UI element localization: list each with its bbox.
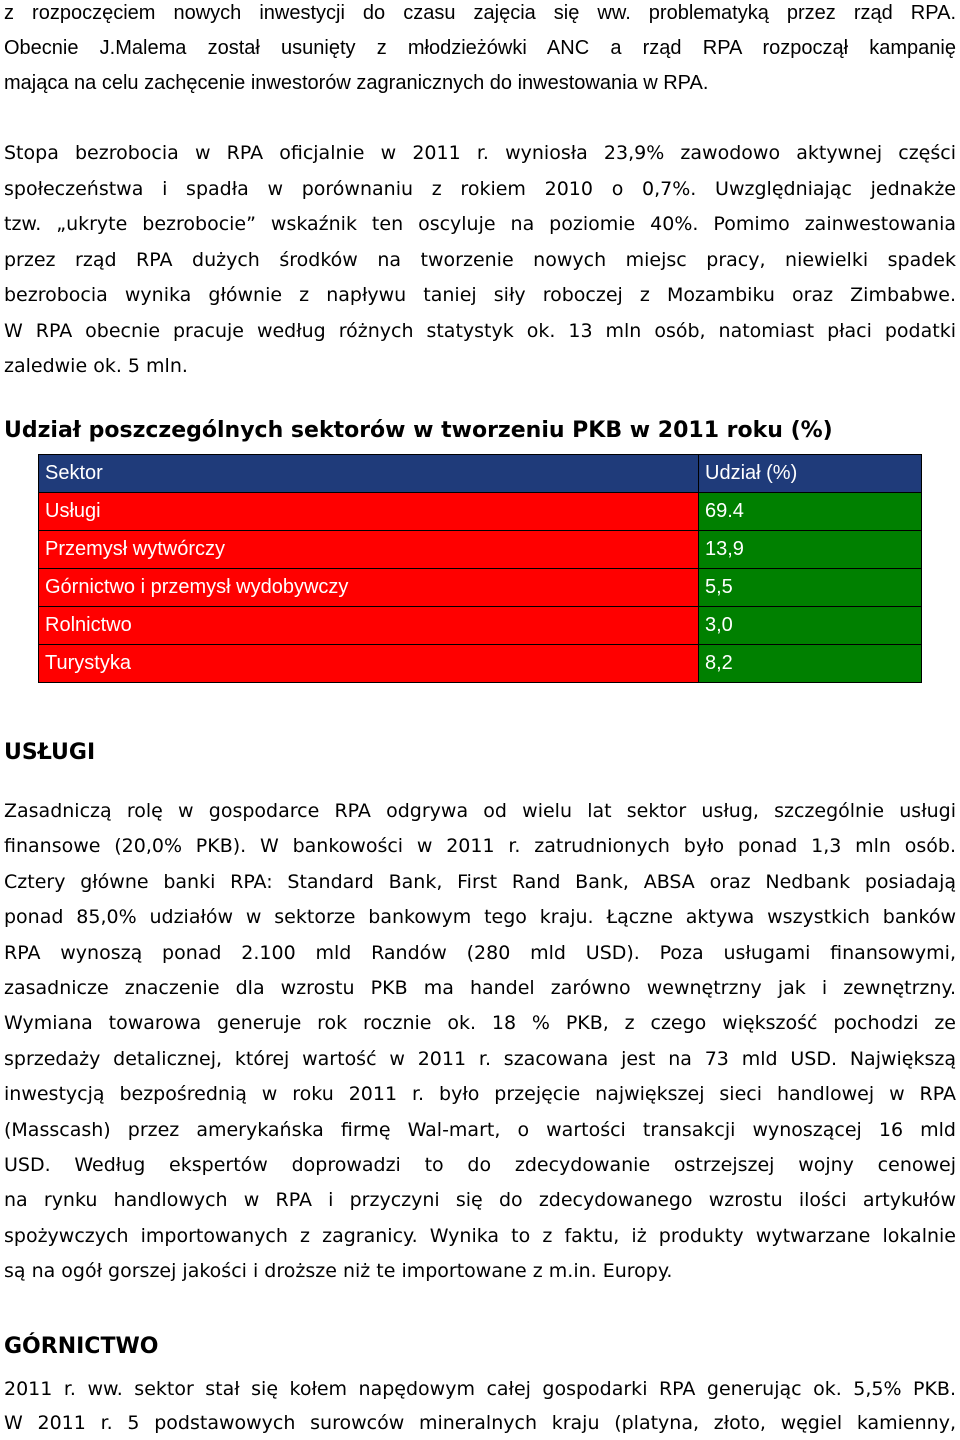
sector-cell: Górnictwo i przemysł wydobywczy [39, 569, 699, 607]
table-row [39, 645, 922, 683]
table-row [39, 493, 922, 531]
column-header-share: Udział (%) [699, 455, 922, 493]
text-line: USD. Według ekspertów doprowadzi to do zdecydowanie ostrzejszej wojny cenowej [4, 1154, 956, 1177]
services-paragraph [4, 794, 956, 1290]
text-line: zasadnicze znaczenie dla wzrostu PKB ma handel zarówno wewnętrzny jak i zewnętrzny. [4, 977, 956, 1000]
sector-gdp-table [38, 454, 922, 683]
text-line: Wymiana towarowa generuje rok rocznie ok. 18 % PKB, z czego większość pochodzi ze [4, 1012, 956, 1035]
text-line: 2011 r. ww. sektor stał się kołem napędowym całej gospodarki RPA generując ok. 5,5% PKB. [4, 1378, 956, 1400]
text-line: społeczeństwa i spadła w porównaniu z rokiem 2010 o 0,7%. Uwzględniając jednakże [4, 177, 956, 200]
text-line: z rozpoczęciem nowych inwestycji do czasu zajęcia się ww. problematyką przez rząd RPA. [4, 2, 956, 24]
text-line: na rynku handlowych w RPA i przyczyni się do zdecydowanego wzrostu ilości artykułów [4, 1189, 956, 1212]
text-line: przez rząd RPA dużych środków na tworzenie nowych miejsc pracy, niewielki spadek [4, 248, 956, 271]
text-line: sprzedaży detalicznej, której wartość w 2011 r. szacowana jest na 73 mld USD. Największą [4, 1047, 956, 1070]
table-row [39, 607, 922, 645]
section-title-mining: GÓRNICTWO [4, 1334, 159, 1359]
text-line: (Masscash) przez amerykańska firmę Wal-mart, o wartości transakcji wynoszącej 16 mld [4, 1118, 956, 1141]
table-title: Udział poszczególnych sektorów w tworzeniu PKB w 2011 roku (%) [4, 418, 833, 443]
table-row [39, 569, 922, 607]
sector-cell: Przemysł wytwórczy [39, 531, 699, 569]
section-title-services: USŁUGI [4, 740, 96, 765]
text-line: tzw. „ukryte bezrobocie” wskaźnik ten oscyluje na poziomie 40%. Pomimo zainwestowania [4, 213, 956, 235]
sector-cell: Turystyka [39, 645, 699, 683]
table-row [39, 531, 922, 569]
column-header-sector: Sektor [39, 455, 699, 493]
unemployment-paragraph [4, 136, 956, 385]
sector-cell: Usługi [39, 493, 699, 531]
share-cell: 5,5 [699, 569, 922, 607]
text-line: W RPA obecnie pracuje według różnych statystyk ok. 13 mln osób, natomiast płaci podatki [4, 319, 956, 342]
share-cell: 3,0 [699, 607, 922, 645]
share-cell: 13,9 [699, 531, 922, 569]
table-header-row [39, 455, 922, 493]
text-line: Zasadniczą rolę w gospodarce RPA odgrywa od wielu lat sektor usług, szczególnie usługi [4, 800, 956, 822]
text-line: mająca na celu zachęcenie inwestorów zagranicznych do inwestowania w RPA. [4, 72, 709, 94]
text-line: inwestycją bezpośrednią w roku 2011 r. było przejęcie największej sieci handlowej w RPA [4, 1083, 956, 1106]
text-line: Stopa bezrobocia w RPA oficjalnie w 2011 r. wyniosła 23,9% zawodowo aktywnej części [4, 142, 956, 164]
text-line: ponad 85,0% udziałów w sektorze bankowym tego kraju. Łączne aktywa wszystkich banków [4, 906, 956, 929]
intro-paragraph [4, 0, 956, 101]
sector-cell: Rolnictwo [39, 607, 699, 645]
text-line: bezrobocia wynika głównie z napływu taniej siły roboczej z Mozambiku oraz Zimbabwe. [4, 284, 956, 306]
mining-paragraph [4, 1372, 956, 1440]
text-line: spożywczych importowanych z zagranicy. Wynika to z faktu, iż produkty wytwarzane lokalnie [4, 1224, 956, 1247]
text-line: RPA wynoszą ponad 2.100 mld Randów (280 mld USD). Poza usługami finansowymi, [4, 941, 956, 964]
share-cell: 8,2 [699, 645, 922, 683]
share-cell: 69.4 [699, 493, 922, 531]
text-line: Obecnie J.Malema został usunięty z młodzieżówki ANC a rząd RPA rozpoczął kampanię [4, 37, 956, 59]
text-line: zaledwie ok. 5 mln. [4, 355, 188, 377]
text-line: W 2011 r. 5 podstawowych surowców mineralnych kraju (platyna, złoto, węgiel kamienny, [4, 1412, 956, 1434]
text-line: finansowe (20,0% PKB). W bankowości w 2011 r. zatrudnionych było ponad 1,3 mln osób. [4, 835, 956, 858]
text-line: są na ogół gorszej jakości i droższe niż te importowane z m.in. Europy. [4, 1260, 673, 1283]
text-line: Cztery główne banki RPA: Standard Bank, First Rand Bank, ABSA oraz Nedbank posiadają [4, 870, 956, 893]
